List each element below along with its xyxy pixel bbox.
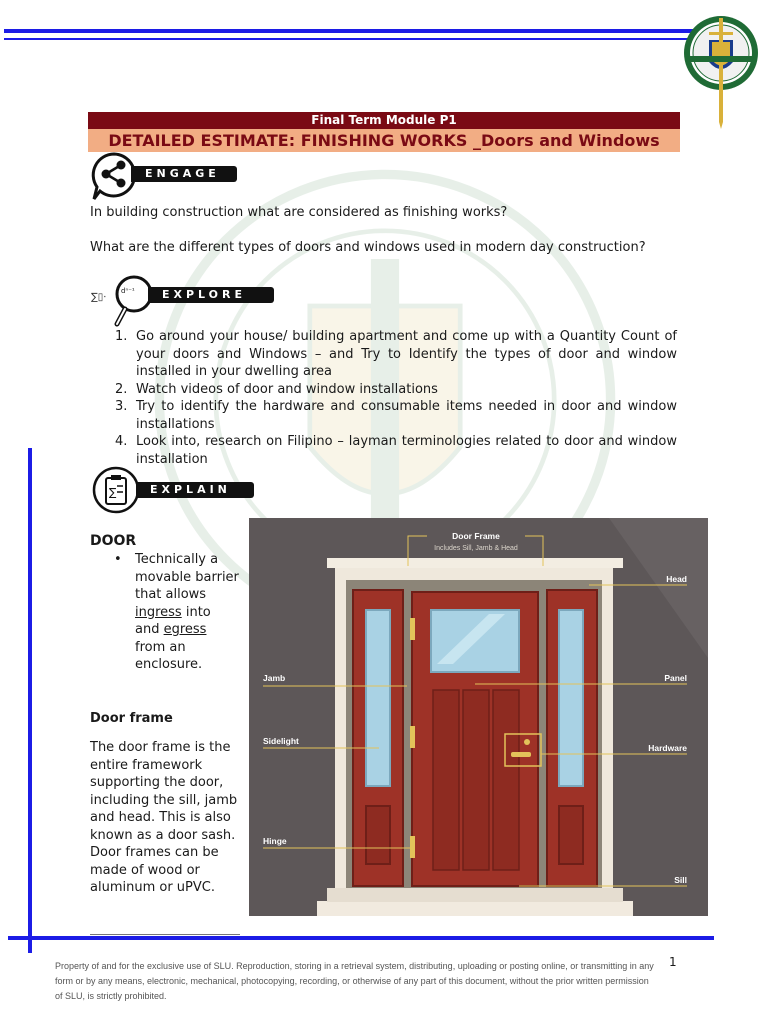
door-definition-text: into and — [135, 604, 211, 637]
explore-task-list — [90, 328, 677, 468]
copyright-notice: Property of and for the exclusive use of SLU. Reproduction, storing in a retrieval system, distributing, uploading or posting online, or transmitting in any form or by any means, electronic, mechanical, photocopying, recording, or otherwise of any part of this document, without the prior written permission of SLU, is strictly prohibited. — [55, 961, 654, 1001]
door-sill — [327, 888, 623, 902]
explore-icon-formula: dⁿ⁻¹ — [121, 287, 135, 295]
left-rule — [28, 448, 32, 953]
door-definition-text: Technically a movable barrier that allows — [135, 552, 239, 602]
door-heading: DOOR — [90, 533, 137, 549]
explore-banner: EXPLORE — [148, 287, 274, 303]
label-hardware: Hardware — [648, 743, 687, 753]
door-definition-ingress: ingress — [135, 604, 182, 620]
university-logo — [682, 12, 760, 130]
label-jamb: Jamb — [263, 673, 286, 683]
page-number: 1 — [669, 955, 677, 969]
hinge-bottom — [410, 836, 415, 858]
label-panel: Panel — [664, 673, 687, 683]
list-item — [90, 398, 677, 433]
list-item-number: 1. — [115, 329, 128, 344]
list-item-text: Go around your house/ building apartment and come up with a Quantity Count of your doors and Windows – and Try to Identify the types of door and window installed in your dwelling area — [136, 329, 677, 379]
label-sidelight: Sidelight — [263, 736, 299, 746]
explain-clipboard-icon — [92, 466, 140, 514]
engage-banner: ENGAGE — [131, 166, 237, 182]
door-step — [317, 901, 633, 916]
bottom-rule — [8, 936, 714, 940]
svg-text:∑: ∑ — [109, 486, 117, 499]
label-door-frame: Door Frame — [452, 531, 500, 541]
list-item — [90, 328, 677, 381]
door-definition-text: from an enclosure. — [135, 639, 203, 672]
hinge-top — [410, 618, 415, 640]
list-item-number: 4. — [115, 434, 128, 449]
engage-question-2: What are the different types of doors and windows used in modern day construction? — [90, 240, 646, 255]
hinge-middle — [410, 726, 415, 748]
top-rule-thick — [4, 29, 696, 33]
list-item-text: Look into, research on Filipino – layman terminologies related to door and window installation — [136, 434, 677, 467]
label-door-frame-subtitle: Includes Sill, Jamb & Head — [434, 545, 518, 552]
module-title: Final Term Module P1 — [88, 112, 680, 129]
engage-question-1: In building construction what are considered as finishing works? — [90, 205, 508, 220]
door-frame-heading: Door frame — [90, 711, 173, 726]
label-sill: Sill — [674, 875, 687, 885]
door-definition-egress: egress — [163, 622, 207, 637]
top-rule-thin — [4, 38, 696, 40]
text-end-rule — [90, 934, 240, 935]
bullet: • — [114, 552, 122, 567]
label-hinge: Hinge — [263, 836, 287, 846]
list-item-number: 3. — [115, 399, 128, 414]
list-item-text: Watch videos of door and window installations — [136, 381, 438, 397]
door-head — [327, 558, 623, 568]
door-definition — [114, 551, 239, 674]
door-frame-text: The door frame is the entire framework supporting the door, including the sill, jamb and head. This is also known as a door sash. Door frames can be made of wood or aluminum or uPVC. — [90, 740, 238, 895]
svg-text:∑▯⋅: ∑▯⋅ — [91, 292, 107, 303]
list-item — [90, 381, 677, 399]
list-item-number: 2. — [115, 381, 128, 397]
door-anatomy-diagram — [249, 518, 708, 916]
list-item — [90, 433, 677, 468]
explain-banner: EXPLAIN — [136, 482, 254, 498]
door-handle — [511, 752, 531, 757]
list-item-text: Try to identify the hardware and consumable items needed in door and window installations — [136, 399, 677, 432]
label-head: Head — [666, 574, 687, 584]
page-title: DETAILED ESTIMATE: FINISHING WORKS _Doors and Windows — [88, 129, 680, 152]
